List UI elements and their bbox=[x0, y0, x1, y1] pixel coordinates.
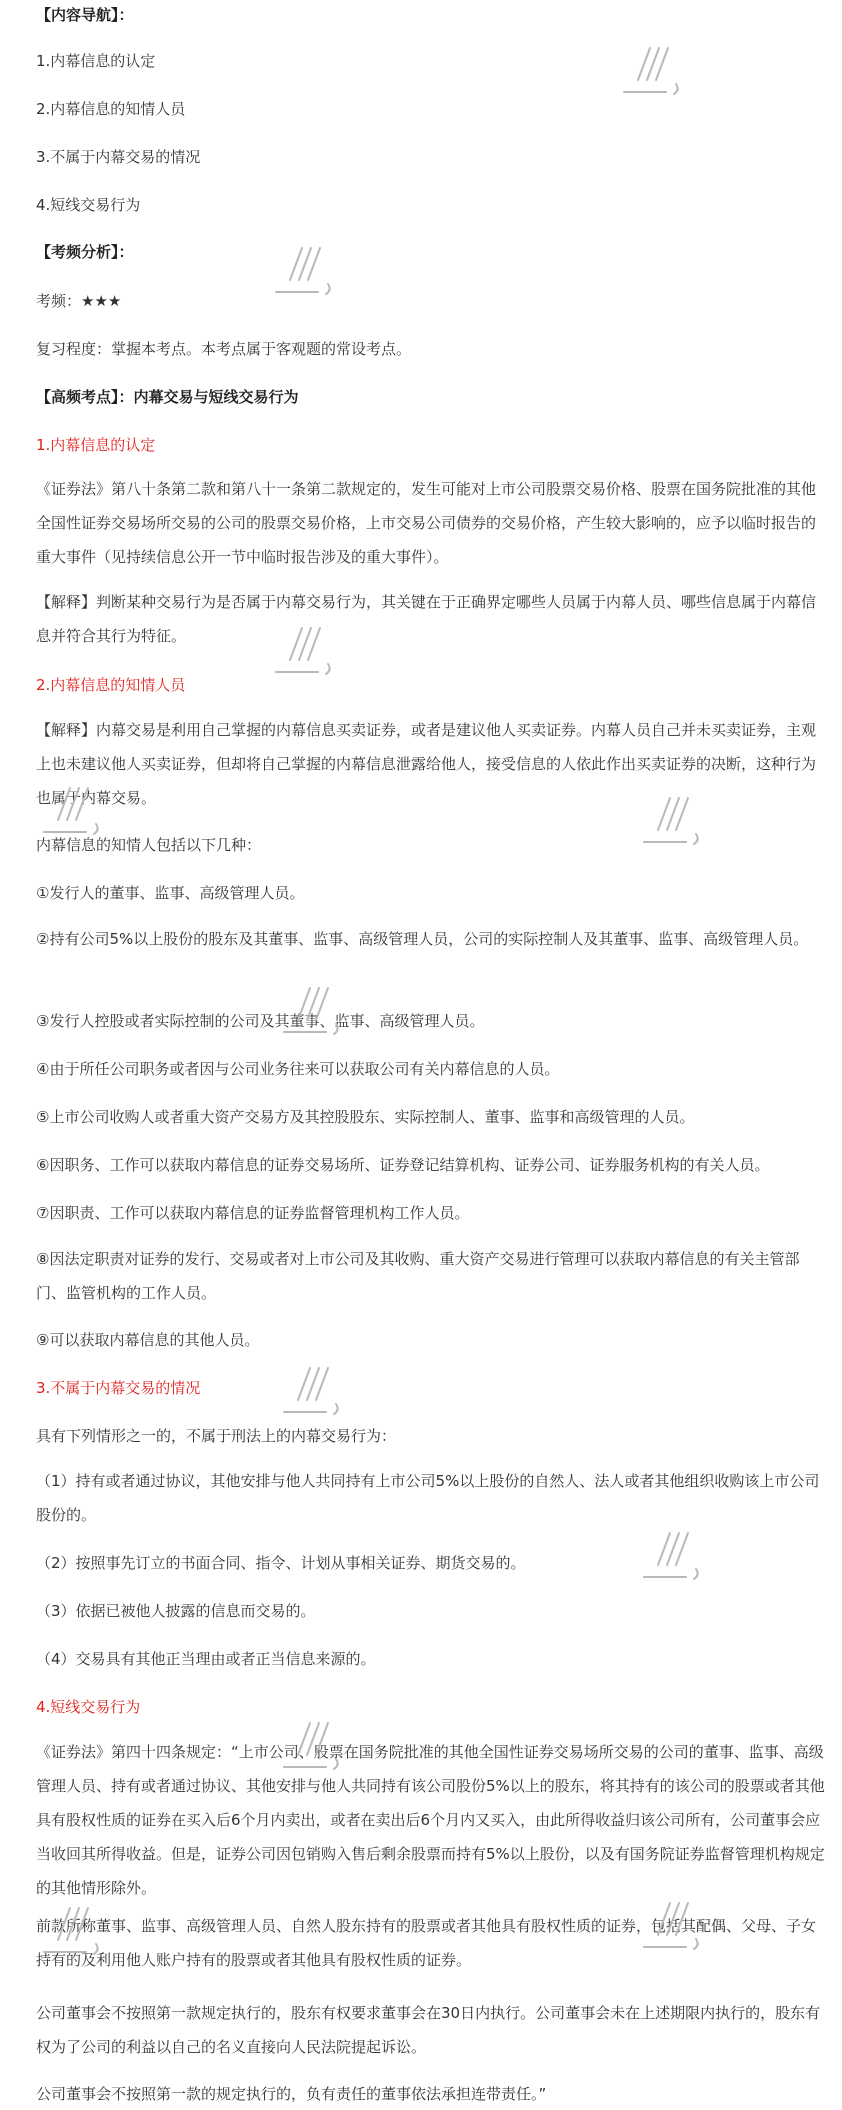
exemption-item-3: （3）依据已被他人披露的信息而交易的。 bbox=[36, 1602, 316, 1620]
nav-item-2: 2.内幕信息的知情人员 bbox=[36, 100, 186, 118]
nav-item-1: 1.内幕信息的认定 bbox=[36, 52, 156, 70]
section-2-paragraph-1: 【解释】内幕交易是利用自己掌握的内幕信息买卖证券，或者是建议他人买卖证券。内幕人员自己并未买卖证券，主观上也未建议他人买卖证券，但却将自己掌握的内幕信息泄露给他人，接受信息的人依此作出买卖证券的决断，这种行为也属于内幕交易。 bbox=[36, 721, 817, 807]
insider-list-item-4: ④由于所任公司职务或者因与公司业务往来可以获取公司有关内幕信息的人员。 bbox=[36, 1060, 560, 1078]
insider-list-item-9: ⑨可以获取内幕信息的其他人员。 bbox=[36, 1331, 260, 1349]
watermark-mark bbox=[280, 980, 350, 1040]
section-4-paragraph-2: 前款所称董事、监事、高级管理人员、自然人股东持有的股票或者其他具有股权性质的证券，包括其配偶、父母、子女持有的及利用他人账户持有的股票或者其他具有股权性质的证券。 bbox=[36, 1917, 817, 1969]
topic-title: 【高频考点】：内幕交易与短线交易行为 bbox=[36, 388, 299, 406]
section-4-paragraph-3: 公司董事会不按照第一款规定执行的，股东有权要求董事会在30日内执行。公司董事会未在上述期限内执行的，股东有权为了公司的利益以自己的名义直接向人民法院提起诉讼。 bbox=[36, 2004, 821, 2056]
review-line: 复习程度：掌握本考点。本考点属于客观题的常设考点。 bbox=[36, 340, 412, 358]
nav-item-4: 4.短线交易行为 bbox=[36, 196, 141, 214]
freq-line: 考频：★★★ bbox=[36, 292, 122, 310]
section-4-paragraph-4: 公司董事会不按照第一款的规定执行的，负有责任的董事依法承担连带责任。” bbox=[36, 2085, 547, 2103]
exemption-item-4: （4）交易具有其他正当理由或者正当信息来源的。 bbox=[36, 1650, 376, 1668]
section-2-heading: 2.内幕信息的知情人员 bbox=[36, 676, 186, 694]
nav-title: 【内容导航】： bbox=[36, 6, 134, 24]
section-4-heading: 4.短线交易行为 bbox=[36, 1698, 141, 1716]
freq-title: 【考频分析】： bbox=[36, 243, 134, 261]
insider-list-item-3: ③发行人控股或者实际控制的公司及其董事、监事、高级管理人员。 bbox=[36, 1012, 485, 1030]
section-4-paragraph-1: 《证券法》第四十四条规定：“上市公司、股票在国务院批准的其他全国性证券交易场所交易的公司的董事、监事、高级管理人员、持有或者通过协议、其他安排与他人共同持有该公司股份5%以上的股东，将其持有的该公司的股票或者其他具有股权性质的证券在买入后6个月内卖出，或者在卖出后6个月内又买入，由此所得收益归该公司所有，公司董事会应当收回其所得收益。但是，证券公司因包销购入售后剩余股票而持有5%以上股份，以及有国务院证券监督管理机构规定的其他情形除外。 bbox=[36, 1743, 825, 1897]
section-2-paragraph-2: 内幕信息的知情人包括以下几种： bbox=[36, 836, 262, 854]
insider-list-item-1: ①发行人的董事、监事、高级管理人员。 bbox=[36, 884, 305, 902]
exemption-item-2: （2）按照事先订立的书面合同、指令、计划从事相关证券、期货交易的。 bbox=[36, 1554, 526, 1572]
insider-list-item-6: ⑥因职务、工作可以获取内幕信息的证券交易场所、证券登记结算机构、证券公司、证券服务机构的有关人员。 bbox=[36, 1156, 770, 1174]
exemption-item-1: （1）持有或者通过协议，其他安排与他人共同持有上市公司5%以上股份的自然人、法人或者其他组织收购该上市公司股份的。 bbox=[36, 1472, 820, 1524]
section-3-intro: 具有下列情形之一的，不属于刑法上的内幕交易行为： bbox=[36, 1427, 397, 1445]
insider-list-item-2: ②持有公司5%以上股份的股东及其董事、监事、高级管理人员，公司的实际控制人及其董事、监事、高级管理人员。 bbox=[36, 930, 809, 948]
section-1-paragraph-1: 《证券法》第八十条第二款和第八十一条第二款规定的，发生可能对上市公司股票交易价格、股票在国务院批准的其他全国性证券交易场所交易的公司的股票交易价格，上市交易公司债券的交易价格，产生较大影响的，应予以临时报告的重大事件（见持续信息公开一节中临时报告涉及的重大事件）。 bbox=[36, 480, 817, 566]
insider-list-item-5: ⑤上市公司收购人或者重大资产交易方及其控股股东、实际控制人、董事、监事和高级管理的人员。 bbox=[36, 1108, 695, 1126]
section-3-heading: 3.不属于内幕交易的情况 bbox=[36, 1379, 201, 1397]
section-1-paragraph-2: 【解释】判断某种交易行为是否属于内幕交易行为，其关键在于正确界定哪些人员属于内幕人员、哪些信息属于内幕信息并符合其行为特征。 bbox=[36, 593, 817, 645]
insider-list-item-8: ⑧因法定职责对证券的发行、交易或者对上市公司及其收购、重大资产交易进行管理可以获取内幕信息的有关主管部门、监管机构的工作人员。 bbox=[36, 1250, 800, 1302]
section-1-heading: 1.内幕信息的认定 bbox=[36, 436, 156, 454]
insider-list-item-7: ⑦因职责、工作可以获取内幕信息的证券监督管理机构工作人员。 bbox=[36, 1204, 470, 1222]
nav-item-3: 3.不属于内幕交易的情况 bbox=[36, 148, 201, 166]
